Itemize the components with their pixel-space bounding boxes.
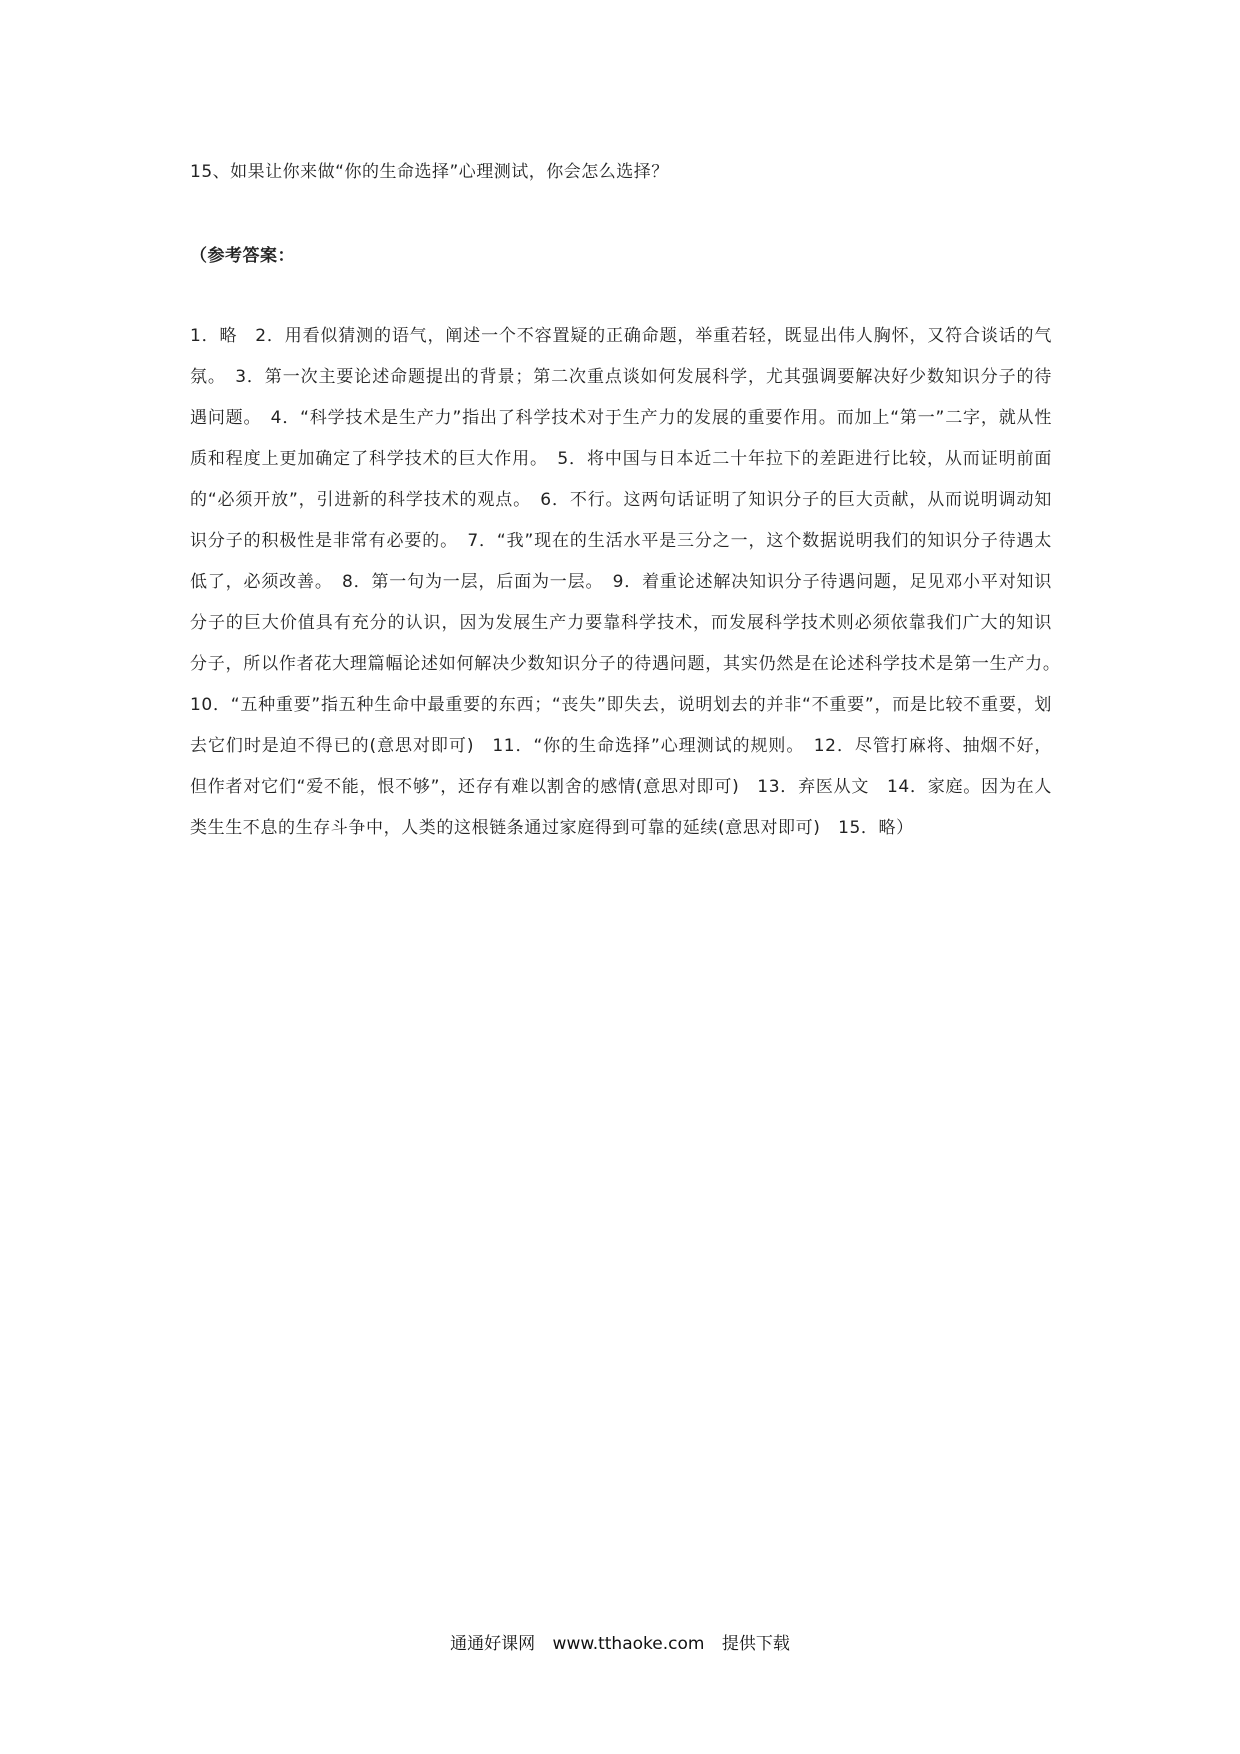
footer-suffix: 提供下载: [721, 1634, 790, 1654]
answer-body: 1．略 2．用看似猜测的语气，阐述一个不容置疑的正确命题，举重若轻，既显出伟人胸怀，又符合谈话的气氛。 3．第一次主要论述命题提出的背景；第二次重点谈如何发展科学，尤其强调要解决好少数知识分子的待遇问题。 4．“科学技术是生产力”指出了科学技术对于生产力的发展的重要作用。而加上“第一”二字，就从性质和程度上更加确定了科学技术的巨大作用。 5．将中国与日本近二十年拉下的差距进行比较，从而证明前面的“必须开放”，引进新的科学技术的观点。 6．不行。这两句话证明了知识分子的巨大贡献，从而说明调动知识分子的积极性是非常有必要的。 7．“我”现在的生活水平是三分之一，这个数据说明我们的知识分子待遇太低了，必须改善。 8．第一句为一层，后面为一层。 9．着重论述解决知识分子待遇问题，足见邓小平对知识分子的巨大价值具有充分的认识，因为发展生产力要靠科学技术，而发展科学技术则必须依靠我们广大的知识分子，所以作者花大理篇幅论述如何解决少数知识分子的待遇问题，其实仍然是在论述科学技术是第一生产力。 10．“五种重要”指五种生命中最重要的东西；“丧失”即失去，说明划去的并非“不重要”，而是比较不重要，划去它们时是迫不得已的(意思对即可) 11．“你的生命选择”心理测试的规则。 12．尽管打麻将、抽烟不好，但作者对它们“爱不能，恨不够”，还存有难以割舍的感情(意思对即可) 13．弃医从文 14．家庭。因为在人类生生不息的生存斗争中，人类的这根链条通过家庭得到可靠的延续(意思对即可) 15．略）: [190, 326, 1070, 838]
footer-site-name: 通通好课网: [450, 1634, 536, 1654]
footer-url[interactable]: www.tthaoke.com: [552, 1634, 705, 1654]
answer-heading: （参考答案：: [190, 246, 295, 266]
page-footer: [0, 1630, 1240, 1658]
question-15: 15、如果让你来做“你的生命选择”心理测试，你会怎么选择？: [190, 162, 669, 182]
